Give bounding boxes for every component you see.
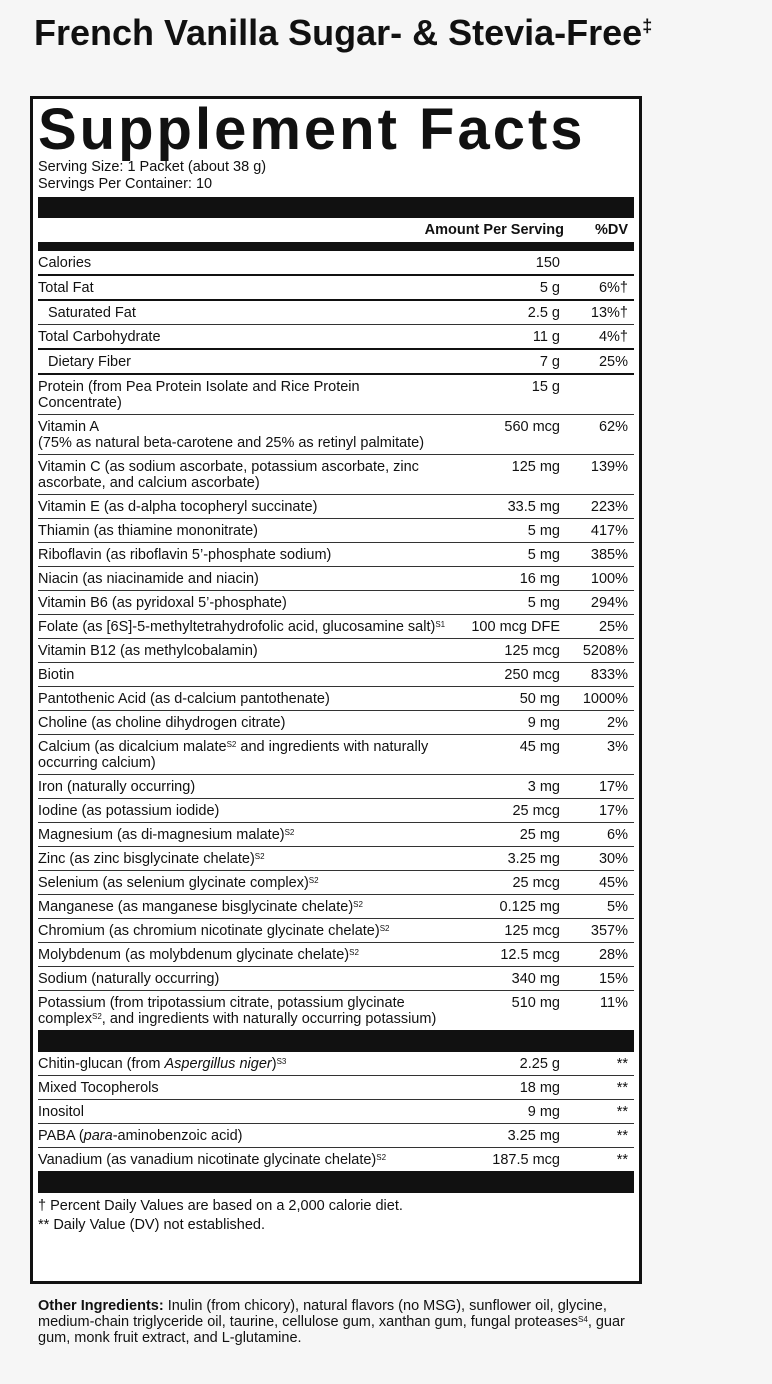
- nutrient-amount: 25 mg: [519, 827, 560, 843]
- nutrient-name-text: Protein (from Pea Protein Isolate and Rice Protein Concentrate): [38, 379, 360, 411]
- nutrient-amount: 0.125 mg: [499, 899, 560, 915]
- nutrient-amount: 50 mg: [519, 691, 560, 707]
- nutrient-name-tail: , and ingredients with naturally occurring potassium): [101, 1011, 437, 1027]
- nutrient-amount: 18 mg: [519, 1080, 560, 1096]
- product-title-text: French Vanilla Sugar- & Stevia-Free: [34, 12, 643, 53]
- other-nutrient-list: [38, 1052, 634, 1171]
- nutrient-amount: 187.5 mcg: [492, 1152, 560, 1168]
- nutrient-name: [38, 827, 450, 843]
- nutrient-dv: 45%: [598, 875, 628, 891]
- nutrient-dv: 62%: [598, 419, 628, 435]
- nutrient-amount: 25 mcg: [512, 875, 560, 891]
- nutrient-amount: 5 g: [539, 280, 560, 296]
- nutrient-row: [38, 1076, 634, 1100]
- other-ingredients-label: Other Ingredients:: [38, 1298, 164, 1314]
- nutrient-name-text: Total Carbohydrate: [38, 329, 161, 345]
- nutrient-name-text: Niacin (as niacinamide and niacin): [38, 571, 259, 587]
- footnote-ref: S2: [376, 1153, 387, 1162]
- nutrient-dv: 25%: [598, 619, 628, 635]
- nutrient-name-text: Vitamin C (as sodium ascorbate, potassium ascorbate, zinc ascorbate, and calcium ascorbate): [38, 459, 419, 491]
- nutrient-name: [38, 523, 450, 539]
- nutrient-name-text: Selenium (as selenium glycinate complex): [38, 875, 309, 891]
- nutrient-row: [38, 735, 634, 775]
- nutrient-dv: 294%: [590, 595, 628, 611]
- nutrient-dv: 5208%: [582, 643, 628, 659]
- nutrient-amount: 25 mcg: [512, 803, 560, 819]
- nutrient-name: [38, 715, 450, 731]
- nutrient-row: [38, 415, 634, 455]
- footnote-ref: S2: [254, 852, 265, 861]
- nutrient-amount: 250 mcg: [504, 667, 560, 683]
- nutrient-row: [38, 687, 634, 711]
- nutrient-row: [38, 799, 634, 823]
- nutrient-name-text: Iodine (as potassium iodide): [38, 803, 220, 819]
- nutrient-amount: 16 mg: [519, 571, 560, 587]
- nutrient-dv: **: [616, 1104, 628, 1120]
- nutrient-name-text: Molybdenum (as molybdenum glycinate chelate): [38, 947, 350, 963]
- other-ingredients-text-b: , guar gum, monk fruit extract, and L-glutamine.: [38, 1314, 625, 1346]
- nutrient-amount: 9 mg: [527, 715, 560, 731]
- nutrient-amount: 3 mg: [527, 779, 560, 795]
- other-ingredients-text-a: Inulin (from chicory), natural flavors (no MSG), sunflower oil, glycine, medium-chain triglyceride oil, taurine, cellulose gum, xanthan gum, fungal proteases: [38, 1298, 607, 1330]
- nutrient-name: [38, 971, 450, 987]
- footnotes: [38, 1193, 634, 1235]
- nutrient-name-italic: Aspergillus niger: [164, 1056, 272, 1072]
- nutrient-name-text: Saturated Fat: [48, 305, 136, 321]
- nutrient-list: [38, 251, 634, 1030]
- nutrient-dv: **: [616, 1056, 628, 1072]
- nutrient-name: [38, 459, 450, 491]
- nutrient-name: [38, 1128, 450, 1144]
- nutrient-amount: 2.25 g: [519, 1056, 560, 1072]
- nutrient-name-tail: -aminobenzoic acid): [112, 1128, 243, 1144]
- nutrient-dv: 1000%: [582, 691, 628, 707]
- nutrient-row: [38, 1052, 634, 1076]
- nutrient-row: [38, 325, 634, 350]
- footnote-dagger: † Percent Daily Values are based on a 2,000 calorie diet.: [38, 1198, 403, 1214]
- nutrient-dv: 6%: [607, 827, 628, 843]
- nutrient-name-text: Manganese (as manganese bisglycinate chelate): [38, 899, 354, 915]
- nutrient-amount: 340 mg: [511, 971, 560, 987]
- nutrient-dv: **: [616, 1128, 628, 1144]
- nutrient-row: [38, 375, 634, 415]
- nutrient-row: [38, 871, 634, 895]
- divider-bar-mid: [38, 1030, 634, 1052]
- nutrient-row: [38, 455, 634, 495]
- nutrient-name: [38, 691, 450, 707]
- nutrient-name: [38, 995, 450, 1027]
- divider-bar: [38, 197, 634, 218]
- nutrient-amount: 45 mg: [519, 739, 560, 755]
- nutrient-amount: 5 mg: [527, 595, 560, 611]
- product-title-mark: ‡: [642, 16, 653, 36]
- nutrient-row: [38, 991, 634, 1030]
- footnote-ref: S2: [379, 924, 390, 933]
- nutrient-row: [38, 663, 634, 687]
- footnote-ref: S1: [435, 620, 446, 629]
- nutrient-dv: 13%†: [590, 305, 628, 321]
- nutrient-name-text: Inositol: [38, 1104, 84, 1120]
- nutrient-name-text: Folate (as [6S]-5-methyltetrahydrofolic acid, glucosamine salt): [38, 619, 436, 635]
- nutrient-dv: [568, 255, 634, 271]
- nutrient-amount: 3.25 mg: [507, 851, 560, 867]
- nutrient-dv: 223%: [590, 499, 628, 515]
- nutrient-name-tail: and ingredients with naturally occurring calcium): [38, 739, 429, 771]
- divider-bar-bottom: [38, 1171, 634, 1193]
- nutrient-name: [38, 875, 450, 891]
- nutrient-row: [38, 251, 634, 276]
- serving-size: Serving Size: 1 Packet (about 38 g): [38, 159, 267, 175]
- supplement-facts-panel: [30, 96, 642, 1284]
- nutrient-row: [38, 1148, 634, 1171]
- nutrient-name: [38, 947, 450, 963]
- nutrient-amount: 560 mcg: [504, 419, 560, 435]
- nutrient-name-italic: para: [83, 1128, 113, 1144]
- nutrient-name-text: Pantothenic Acid (as d-calcium pantothenate): [38, 691, 330, 707]
- nutrient-dv: 417%: [590, 523, 628, 539]
- amount-header: Amount Per Serving: [424, 222, 564, 238]
- nutrient-name: [38, 280, 450, 296]
- nutrient-name-text: Chromium (as chromium nicotinate glycinate chelate): [38, 923, 380, 939]
- nutrient-row: [38, 615, 634, 639]
- nutrient-row: [38, 895, 634, 919]
- footnote-ref: S2: [92, 1012, 102, 1021]
- footnote-ref: S2: [284, 828, 295, 837]
- nutrient-name-text: Sodium (naturally occurring): [38, 971, 220, 987]
- nutrient-amount: 12.5 mcg: [500, 947, 560, 963]
- nutrient-dv: 4%†: [598, 329, 628, 345]
- nutrient-name-text: Magnesium (as di-magnesium malate): [38, 827, 285, 843]
- nutrient-name-text: Vitamin B12 (as methylcobalamin): [38, 643, 258, 659]
- nutrient-row: [38, 350, 634, 375]
- nutrient-name: [38, 305, 450, 321]
- nutrient-row: [38, 519, 634, 543]
- nutrient-name: [38, 779, 450, 795]
- footnote-ref: S2: [308, 876, 319, 885]
- nutrient-dv: 30%: [598, 851, 628, 867]
- column-headers: [38, 218, 634, 251]
- nutrient-dv: 2%: [607, 715, 628, 731]
- nutrient-name-text: Total Fat: [38, 280, 94, 296]
- nutrient-dv: **: [616, 1152, 628, 1168]
- footnote-ref: S2: [226, 740, 237, 749]
- nutrient-row: [38, 967, 634, 991]
- nutrient-name-text: Potassium (from tripotassium citrate, potassium glycinate complex: [38, 995, 405, 1027]
- nutrient-row: [38, 1100, 634, 1124]
- other-ingredients: [38, 1298, 628, 1346]
- nutrient-amount: 100 mcg DFE: [471, 619, 560, 635]
- nutrient-name-text: Vitamin A: [38, 419, 99, 435]
- nutrient-amount: 125 mcg: [504, 643, 560, 659]
- nutrient-amount: 33.5 mg: [507, 499, 560, 515]
- nutrient-dv: **: [616, 1080, 628, 1096]
- nutrient-dv: 11%: [600, 995, 628, 1011]
- nutrient-name-text: Choline (as choline dihydrogen citrate): [38, 715, 286, 731]
- nutrient-name-text: Vitamin E (as d-alpha tocopheryl succinate): [38, 499, 318, 515]
- nutrient-name-tail: ): [271, 1056, 277, 1072]
- nutrient-name-text: Chitin-glucan (from: [38, 1056, 165, 1072]
- nutrient-dv: 139%: [590, 459, 628, 475]
- footnote-ref: S2: [349, 948, 359, 957]
- nutrient-dv: 28%: [598, 947, 628, 963]
- nutrient-row: [38, 301, 634, 325]
- nutrient-name-text: PABA (: [38, 1128, 84, 1144]
- nutrient-amount: 7 g: [539, 354, 560, 370]
- nutrient-name: [38, 354, 450, 370]
- nutrient-dv: 6%†: [598, 280, 628, 296]
- nutrient-row: [38, 847, 634, 871]
- nutrient-name: [38, 595, 450, 611]
- nutrient-name: [38, 329, 450, 345]
- nutrient-row: [38, 711, 634, 735]
- dv-header: %DV: [594, 222, 628, 238]
- nutrient-name-text: Calories: [38, 255, 92, 271]
- nutrient-name: [38, 419, 450, 451]
- nutrient-name-text: Vanadium (as vanadium nicotinate glycinate chelate): [38, 1152, 377, 1168]
- nutrient-name-text: Biotin: [38, 667, 75, 683]
- nutrient-row: [38, 775, 634, 799]
- nutrient-amount: 9 mg: [527, 1104, 560, 1120]
- nutrient-amount: 510 mg: [511, 995, 560, 1011]
- nutrient-name-text: Thiamin (as thiamine mononitrate): [38, 523, 259, 539]
- nutrient-row: [38, 591, 634, 615]
- nutrient-name: [38, 923, 450, 939]
- nutrient-amount: 5 mg: [527, 547, 560, 563]
- nutrient-row: [38, 823, 634, 847]
- nutrient-name: [38, 851, 450, 867]
- nutrient-row: [38, 495, 634, 519]
- nutrient-name-text: Mixed Tocopherols: [38, 1080, 159, 1096]
- nutrient-dv: 100%: [590, 571, 628, 587]
- nutrient-name-text: Calcium (as dicalcium malate: [38, 739, 227, 755]
- nutrient-row: [38, 943, 634, 967]
- nutrient-row: [38, 543, 634, 567]
- nutrient-name: [38, 379, 450, 411]
- nutrient-row: [38, 567, 634, 591]
- nutrient-row: [38, 919, 634, 943]
- nutrient-name: [38, 739, 450, 771]
- panel-heading: Supplement Facts: [38, 97, 586, 162]
- nutrient-dv: 833%: [590, 667, 628, 683]
- nutrient-dv: 385%: [590, 547, 628, 563]
- nutrient-amount: 15 g: [531, 379, 560, 395]
- servings-per-container: Servings Per Container: 10: [38, 176, 213, 192]
- nutrient-row: [38, 639, 634, 663]
- nutrient-dv: 5%: [607, 899, 628, 915]
- nutrient-name-text: Zinc (as zinc bisglycinate chelate): [38, 851, 255, 867]
- nutrient-amount: 150: [535, 255, 560, 271]
- nutrient-amount: 11 g: [532, 329, 560, 345]
- nutrient-name: [38, 803, 450, 819]
- footnote-stars: ** Daily Value (DV) not established.: [38, 1217, 266, 1233]
- nutrient-row: [38, 276, 634, 301]
- nutrient-dv: 3%: [607, 739, 628, 755]
- nutrient-amount: 5 mg: [527, 523, 560, 539]
- nutrient-name: [38, 1104, 450, 1120]
- nutrient-amount: 3.25 mg: [507, 1128, 560, 1144]
- nutrient-amount: 2.5 g: [527, 305, 560, 321]
- nutrient-name: [38, 1152, 450, 1168]
- other-ingredients-sup: S4: [578, 1315, 588, 1324]
- nutrient-name-text: Dietary Fiber: [48, 354, 131, 370]
- nutrient-name-line2: (75% as natural beta-carotene and 25% as retinyl palmitate): [38, 435, 425, 451]
- nutrient-name: [38, 255, 450, 271]
- nutrient-dv: 15%: [598, 971, 628, 987]
- nutrient-name: [38, 1056, 450, 1072]
- nutrient-name: [38, 619, 450, 635]
- nutrient-name: [38, 643, 450, 659]
- nutrient-name-text: Iron (naturally occurring): [38, 779, 196, 795]
- nutrient-dv: 357%: [590, 923, 628, 939]
- nutrient-name: [38, 899, 450, 915]
- nutrient-amount: 125 mcg: [504, 923, 560, 939]
- footnote-ref: S3: [276, 1057, 287, 1066]
- nutrient-dv: 17%: [598, 779, 628, 795]
- nutrient-name: [38, 1080, 450, 1096]
- nutrient-row: [38, 1124, 634, 1148]
- nutrient-dv: 25%: [598, 354, 628, 370]
- footnote-ref: S2: [353, 900, 363, 909]
- nutrient-name: [38, 667, 450, 683]
- product-title: [34, 12, 652, 54]
- nutrient-name-text: Vitamin B6 (as pyridoxal 5’-phosphate): [38, 595, 287, 611]
- nutrient-name: [38, 571, 450, 587]
- nutrient-dv: [568, 379, 634, 411]
- nutrient-name: [38, 547, 450, 563]
- nutrient-name: [38, 499, 450, 515]
- nutrient-name-text: Riboflavin (as riboflavin 5’-phosphate sodium): [38, 547, 332, 563]
- nutrient-amount: 125 mg: [511, 459, 560, 475]
- nutrient-dv: 17%: [598, 803, 628, 819]
